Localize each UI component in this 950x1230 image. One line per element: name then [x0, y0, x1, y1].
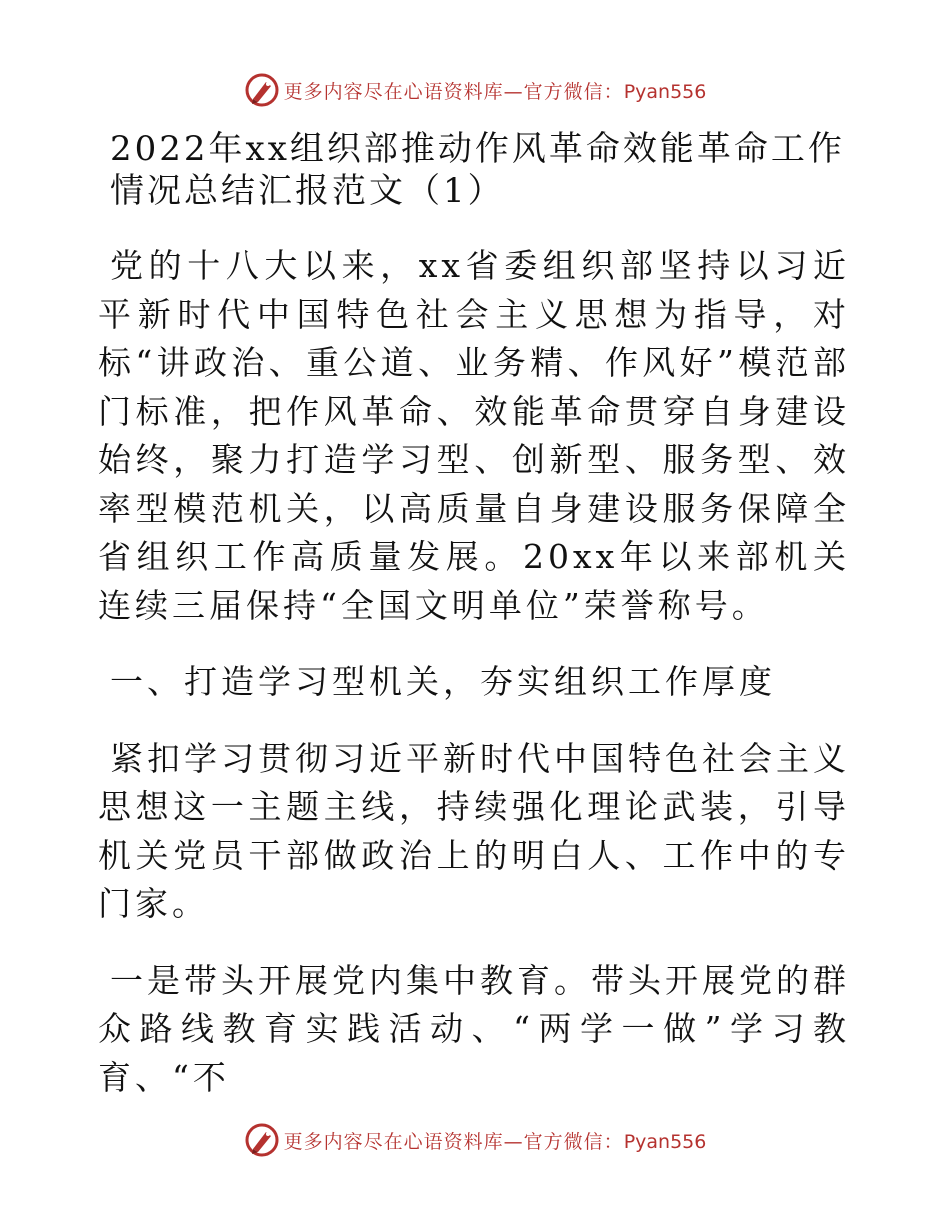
pen-logo-icon [244, 72, 280, 108]
watermark-account: Pyan556 [623, 80, 707, 103]
paragraph-point-1: 一是带头开展党内集中教育。带头开展党的群众路线教育实践活动、“两学一做”学习教育、“不 [98, 960, 850, 1097]
watermark-channel: 官方微信： [523, 80, 624, 103]
paragraph-section-1: 紧扣学习贯彻习近平新时代中国特色社会主义思想这一主题主线，持续强化理论武装，引导机关党员干部做政治上的明白人、工作中的专门家。 [98, 738, 850, 923]
watermark-prefix: 更多内容尽在心语资料库 [283, 80, 504, 103]
watermark-header [0, 70, 950, 110]
watermark-dash: — [503, 1130, 524, 1153]
watermark-footer [0, 1120, 950, 1160]
document-title: 2022年xx组织部推动作风革命效能革命工作情况总结汇报范文（1） [110, 129, 845, 211]
watermark-account: Pyan556 [623, 1130, 707, 1153]
pen-logo-icon [244, 1122, 280, 1158]
document-body [98, 120, 850, 1102]
watermark-prefix: 更多内容尽在心语资料库 [283, 1130, 504, 1153]
watermark-channel: 官方微信： [523, 1130, 624, 1153]
paragraph-intro: 党的十八大以来，xx省委组织部坚持以习近平新时代中国特色社会主义思想为指导，对标“讲政治、重公道、业务精、作风好”模范部门标准，把作风革命、效能革命贯穿自身建设始终，聚力打造学习型、创新型、服务型、效率型模范机关，以高质量自身建设服务保障全省组织工作高质量发展。20xx年以来部机关连续三届保持“全国文明单位”荣誉称号。 [98, 246, 850, 625]
section-heading-1: 一、打造学习型机关，夯实组织工作厚度 [110, 662, 776, 701]
watermark-dash: — [503, 80, 524, 103]
